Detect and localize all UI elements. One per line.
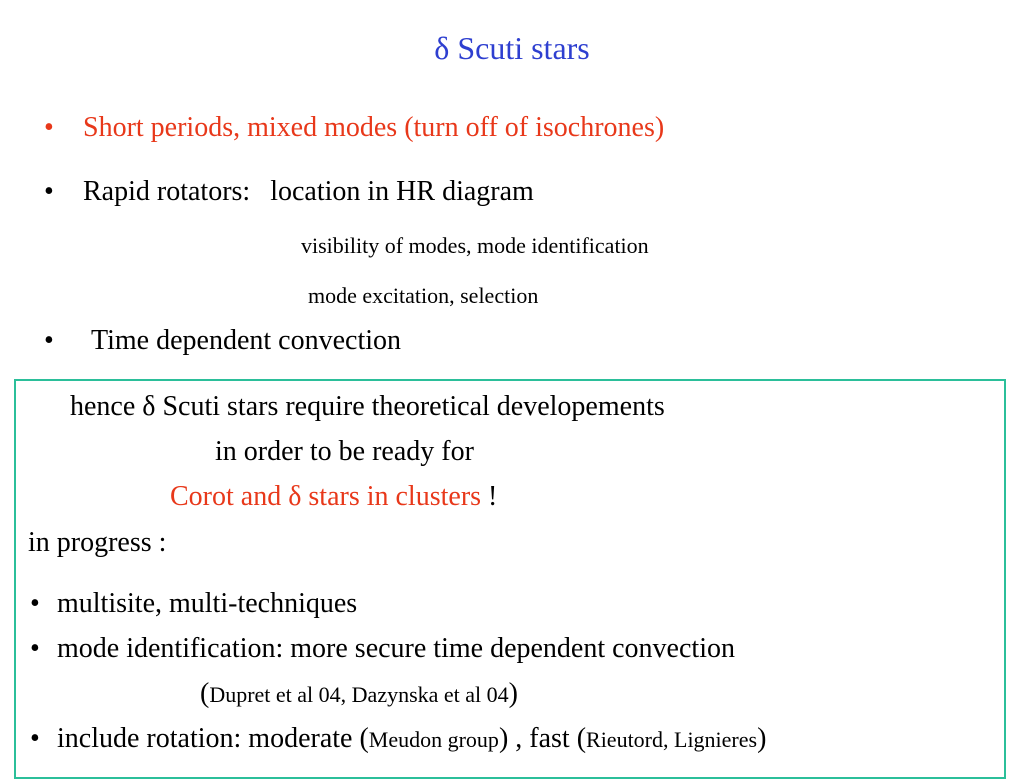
box-line-in-progress: in progress :	[28, 527, 167, 558]
box-line-corot	[170, 481, 497, 513]
box-item-reference	[200, 678, 518, 710]
rotation-ref-rieutord: Rieutord, Lignieres	[586, 727, 758, 752]
bullet-marker: •	[44, 112, 54, 143]
bullet-marker: •	[30, 588, 40, 619]
bullet-marker: •	[44, 176, 54, 207]
bullet-rapid-rotators-label: Rapid rotators	[83, 176, 243, 207]
rotation-mid: ) , fast (	[498, 723, 587, 754]
bullet-short-periods: Short periods, mixed modes (turn off of isochrones)	[83, 112, 665, 143]
box-item-rotation	[57, 723, 766, 755]
rotation-text: include rotation: moderate (	[57, 723, 369, 754]
bullet-colon: :	[242, 176, 251, 207]
sub-item-excitation: mode excitation, selection	[308, 283, 539, 308]
conclusion-box	[14, 379, 1006, 779]
box-exclamation: !	[481, 481, 498, 512]
bullet-time-dependent: Time dependent convection	[91, 325, 402, 356]
box-line-hence: hence δ Scuti stars require theoretical developements	[70, 391, 665, 422]
ref-close-paren: )	[508, 678, 518, 709]
ref-authors: Dupret et al 04, Dazynska et al 04	[209, 682, 509, 707]
bullet-rapid-rotators-rest: location in HR diagram	[270, 176, 534, 207]
slide-title: δ Scuti stars	[434, 30, 590, 66]
box-item-multisite: multisite, multi-techniques	[57, 588, 358, 619]
bullet-marker: •	[44, 325, 54, 356]
bullet-marker: •	[30, 723, 40, 754]
ref-open-paren: (	[200, 678, 210, 709]
bullet-rapid-rotators	[83, 176, 534, 208]
box-corot-text: Corot and δ stars in clusters	[170, 481, 482, 512]
box-line-ready: in order to be ready for	[215, 436, 474, 467]
rotation-end: )	[757, 723, 767, 754]
bullet-marker: •	[30, 633, 40, 664]
box-item-mode-identification: mode identification: more secure time dependent convection	[57, 633, 735, 664]
rotation-ref-meudon: Meudon group	[368, 727, 499, 752]
sub-item-visibility: visibility of modes, mode identification	[301, 233, 649, 258]
